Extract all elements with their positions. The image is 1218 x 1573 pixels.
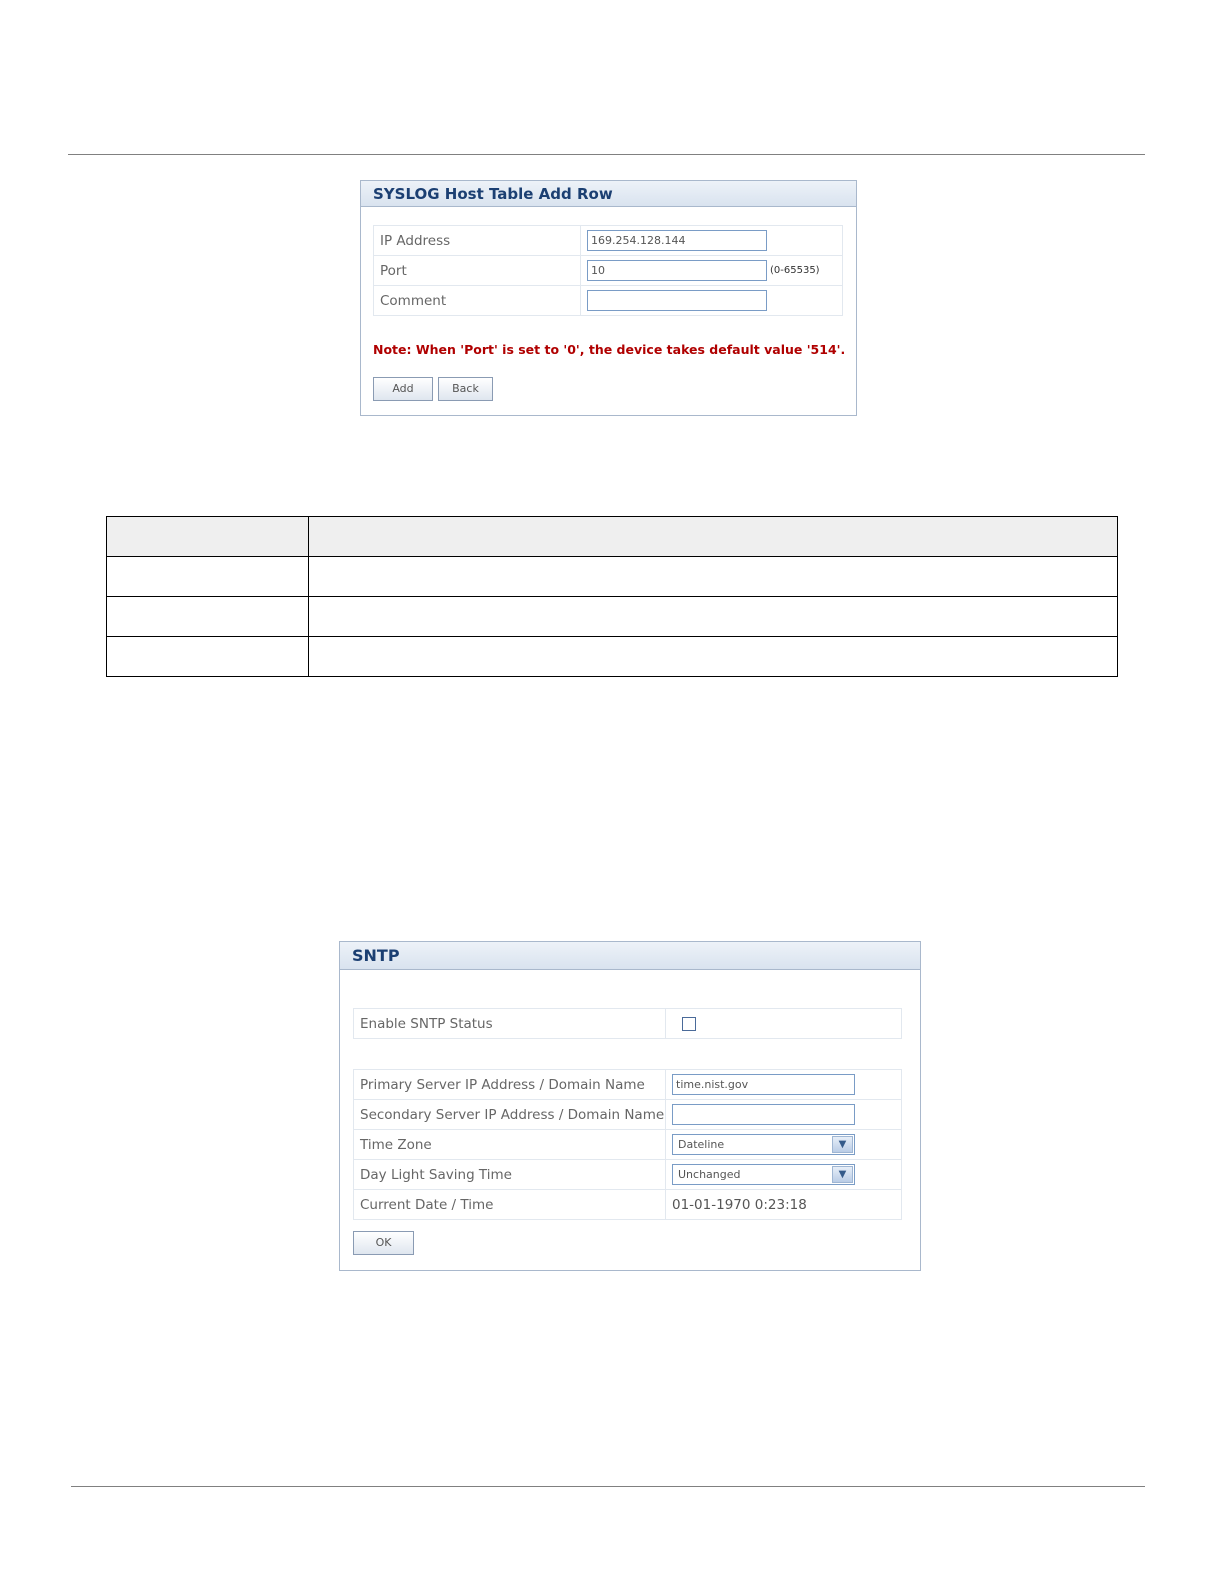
footer-rule bbox=[71, 1486, 1145, 1487]
ip-address-row bbox=[374, 226, 843, 256]
secondary-server-label: Secondary Server IP Address / Domain Name bbox=[354, 1100, 666, 1130]
port-range-hint: (0-65535) bbox=[770, 265, 820, 276]
current-date-label: Current Date / Time bbox=[354, 1190, 666, 1220]
time-zone-label: Time Zone bbox=[354, 1130, 666, 1160]
secondary-server-input[interactable] bbox=[672, 1104, 855, 1125]
port-default-note: Note: When 'Port' is set to '0', the device takes default value '514'. bbox=[373, 342, 846, 357]
port-row bbox=[374, 256, 843, 286]
enable-sntp-row bbox=[354, 1009, 902, 1039]
table-row bbox=[107, 597, 1118, 637]
daylight-saving-select[interactable] bbox=[672, 1164, 855, 1185]
table-cell bbox=[107, 597, 309, 637]
sntp-settings-table bbox=[353, 1069, 902, 1220]
sntp-enable-table bbox=[353, 1008, 902, 1039]
daylight-saving-label: Day Light Saving Time bbox=[354, 1160, 666, 1190]
port-input[interactable]: 10 bbox=[587, 260, 767, 281]
header-rule bbox=[68, 154, 1145, 155]
time-zone-select[interactable] bbox=[672, 1134, 855, 1155]
enable-sntp-checkbox[interactable] bbox=[682, 1017, 696, 1031]
time-zone-row bbox=[354, 1130, 902, 1160]
back-button[interactable]: Back bbox=[438, 377, 493, 401]
chevron-down-icon[interactable]: ▼ bbox=[832, 1166, 853, 1183]
primary-server-label: Primary Server IP Address / Domain Name bbox=[354, 1070, 666, 1100]
comment-row bbox=[374, 286, 843, 316]
table-row bbox=[107, 637, 1118, 677]
daylight-saving-value: Unchanged bbox=[678, 1168, 741, 1181]
secondary-server-row bbox=[354, 1100, 902, 1130]
enable-sntp-label: Enable SNTP Status bbox=[354, 1009, 666, 1039]
table-cell bbox=[107, 637, 309, 677]
ok-button[interactable]: OK bbox=[353, 1231, 414, 1255]
primary-server-input[interactable]: time.nist.gov bbox=[672, 1074, 855, 1095]
table-cell bbox=[107, 557, 309, 597]
daylight-saving-row bbox=[354, 1160, 902, 1190]
syslog-form-table bbox=[373, 225, 843, 316]
port-label: Port bbox=[374, 256, 581, 286]
ip-address-label: IP Address bbox=[374, 226, 581, 256]
table-cell bbox=[309, 597, 1118, 637]
table-row bbox=[107, 557, 1118, 597]
syslog-panel-title: SYSLOG Host Table Add Row bbox=[361, 181, 856, 207]
sntp-panel bbox=[339, 941, 921, 1271]
header-cell-description bbox=[309, 517, 1118, 557]
add-button[interactable]: Add bbox=[373, 377, 433, 401]
time-zone-value: Dateline bbox=[678, 1138, 725, 1151]
primary-server-row bbox=[354, 1070, 902, 1100]
chevron-down-icon[interactable]: ▼ bbox=[832, 1136, 853, 1153]
header-cell-label bbox=[107, 517, 309, 557]
comment-label: Comment bbox=[374, 286, 581, 316]
sntp-panel-title: SNTP bbox=[340, 942, 920, 970]
current-date-value: 01-01-1970 0:23:18 bbox=[666, 1190, 902, 1220]
syslog-host-table-panel bbox=[360, 180, 857, 416]
description-table bbox=[106, 516, 1118, 677]
table-cell bbox=[309, 637, 1118, 677]
ip-address-input[interactable]: 169.254.128.144 bbox=[587, 230, 767, 251]
current-date-row bbox=[354, 1190, 902, 1220]
description-table-header bbox=[107, 517, 1118, 557]
comment-input[interactable] bbox=[587, 290, 767, 311]
table-cell bbox=[309, 557, 1118, 597]
